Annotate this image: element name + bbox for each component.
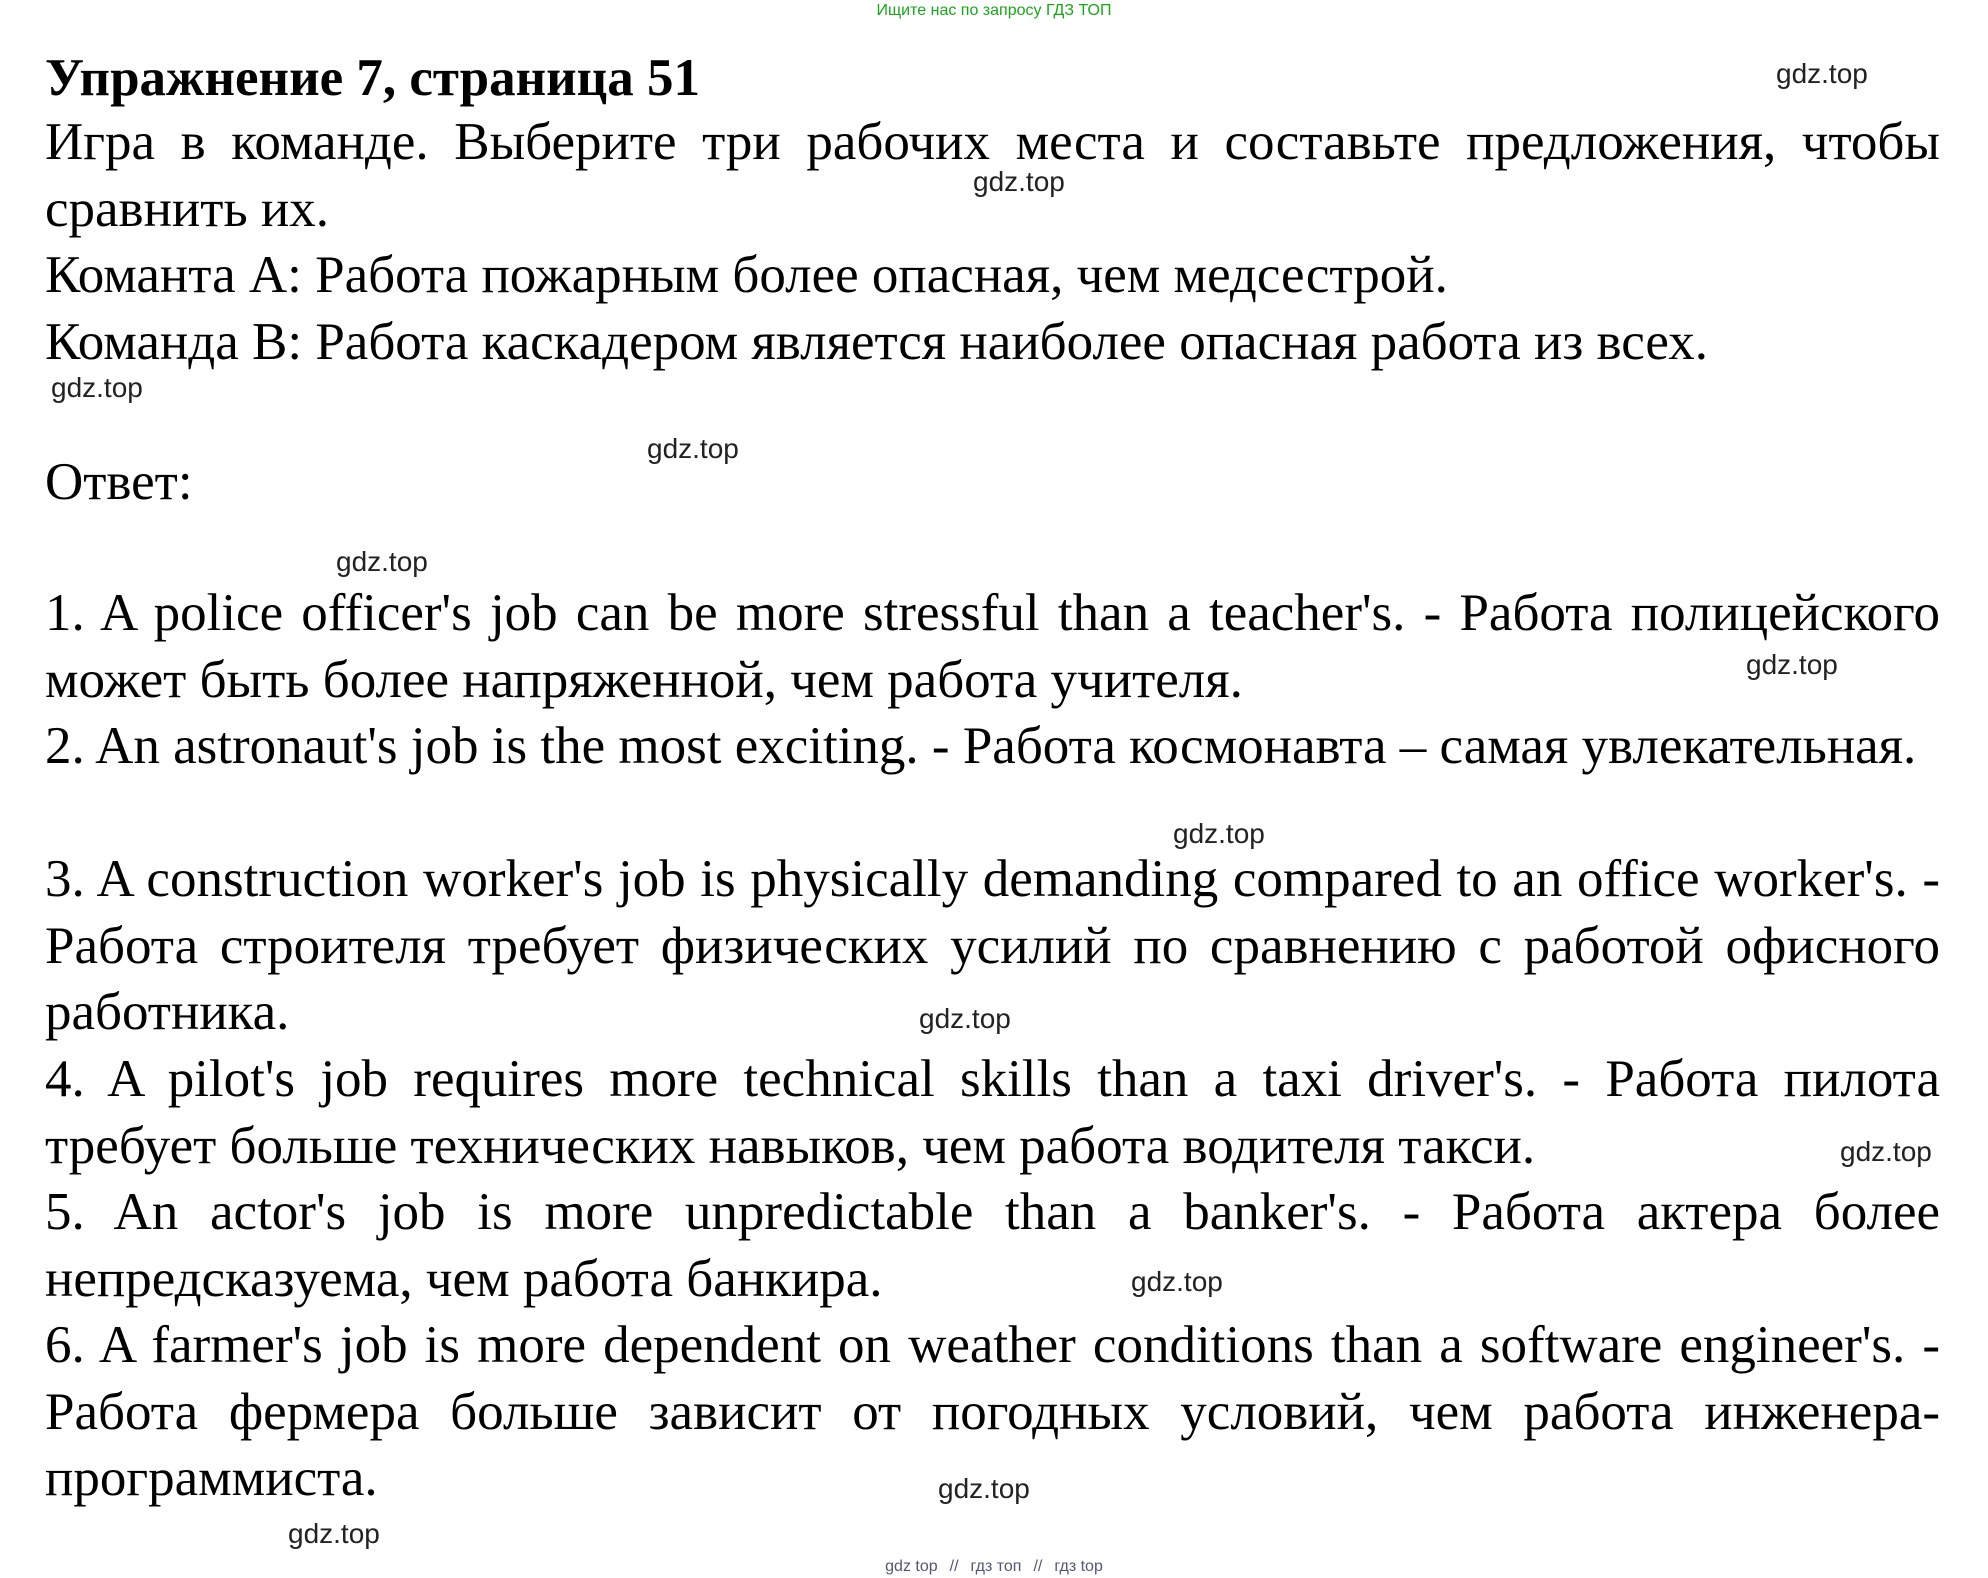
footer-separator: // [949,1558,959,1575]
watermark: gdz.top [1840,1136,1932,1167]
watermark: gdz.top [973,166,1065,197]
search-hint-link[interactable]: Ищите нас по запросу ГДЗ ТОП [876,2,1112,19]
watermark: gdz.top [919,1003,1011,1034]
footer-link[interactable]: гдз top [1054,1558,1103,1575]
answer-item-4: 4. A pilot's job requires more technical skills than a taxi driver's. - Работа пилота требует больше технических навыков, чем работа водителя такси. [45,1050,1940,1175]
footer-link[interactable]: гдз топ [970,1558,1022,1575]
watermark: gdz.top [51,372,143,403]
answer-item-6: 6. A farmer's job is more dependent on weather conditions than a software engineer's. - Работа фермера больше зависит от погодных условий, чем работа инженера-программиста. [45,1316,1940,1507]
answer-label: Ответ: [45,453,193,511]
task-text: Игра в команде. Выберите три рабочих места и составьте предложения, чтобы сравнить их. [45,113,1940,238]
watermark: gdz.top [1173,818,1265,849]
footer-separator: // [1033,1558,1043,1575]
team-a-example: Команта А: Работа пожарным более опасная, чем медсестрой. [45,246,1448,304]
watermark: gdz.top [1746,649,1838,680]
footer-link[interactable]: gdz top [885,1558,938,1575]
watermark: gdz.top [288,1518,380,1549]
watermark: gdz.top [1776,58,1868,89]
answer-item-2: 2. An astronaut's job is the most exciting. - Работа космонавта – самая увлекательная. [45,717,1917,775]
watermark: gdz.top [938,1473,1030,1504]
answer-item-5: 5. An actor's job is more unpredictable than a banker's. - Работа актера более непредсказуема, чем работа банкира. [45,1183,1940,1308]
answer-item-3: 3. A construction worker's job is physically demanding compared to an office worker's. - Работа строителя требует физических усилий по сравнению с работой офисного работника. [45,850,1940,1041]
watermark: gdz.top [1131,1266,1223,1297]
answer-item-1: 1. A police officer's job can be more stressful than a teacher's. - Работа полицейского может быть более напряженной, чем работа учителя. [45,584,1940,709]
team-b-example: Команда В: Работа каскадером является наиболее опасная работа из всех. [45,313,1709,371]
footer-links [0,1558,1988,1576]
watermark: gdz.top [336,546,428,577]
watermark: gdz.top [647,433,739,464]
page-title: Упражнение 7, страница 51 [45,49,700,107]
